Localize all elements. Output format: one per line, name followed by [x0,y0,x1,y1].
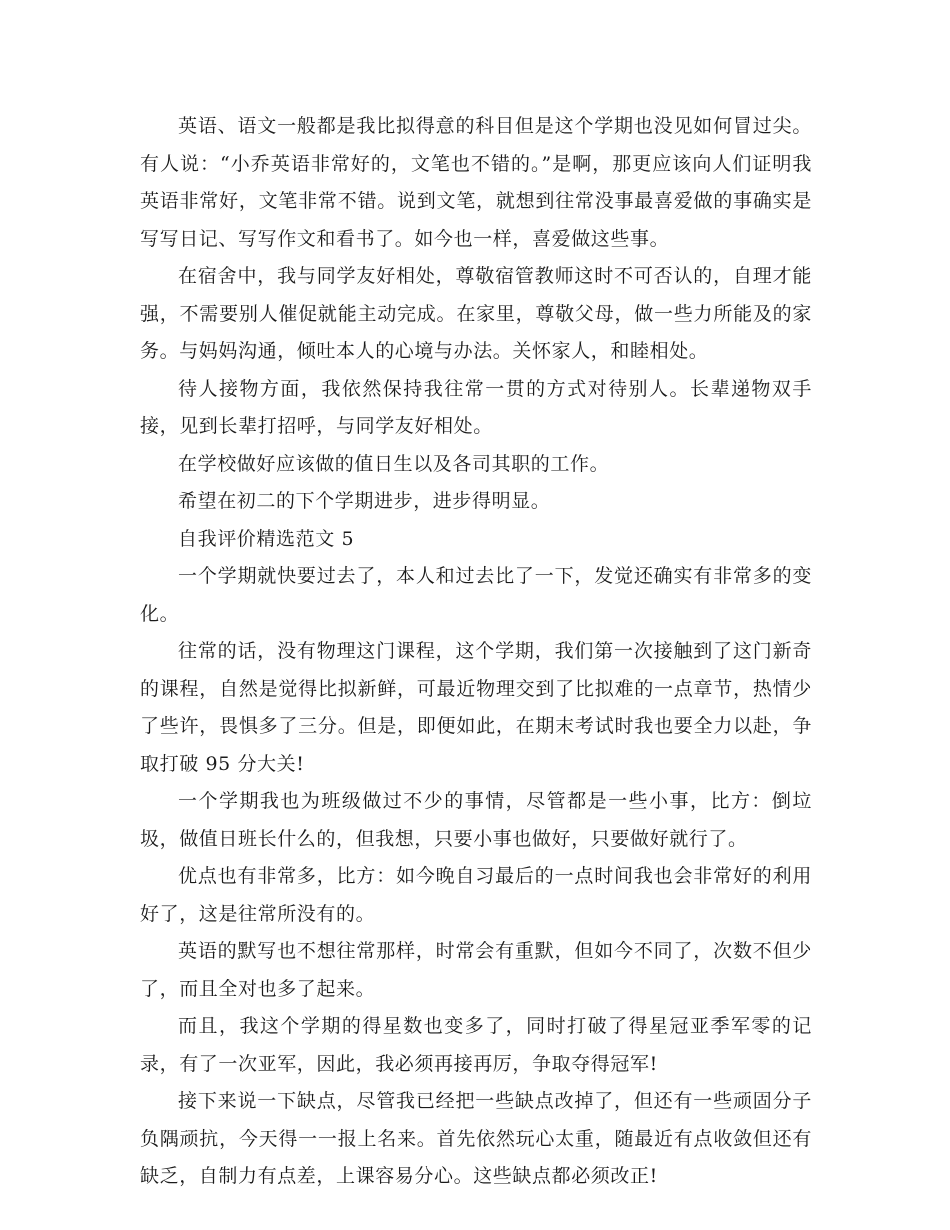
paragraph: 优点也有非常多，比方：如今晚自习最后的一点时间我也会非常好的利用好了，这是往常所没有的。 [140,865,812,925]
paragraph: 英语的默写也不想往常那样，时常会有重默，但如今不同了，次数不但少了，而且全对也多了起来。 [140,940,812,1000]
paragraph: 希望在初二的下个学期进步，进步得明显。 [178,490,551,512]
section-heading: 自我评价精选范文 5 [178,527,355,550]
paragraph: 一个学期我也为班级做过不少的事情，尽管都是一些小事，比方：倒垃圾，做值日班长什么的，但我想，只要小事也做好，只要做好就行了。 [140,790,812,850]
paragraph: 往常的话，没有物理这门课程，这个学期，我们第一次接触到了这门新奇的课程，自然是觉得比拟新鲜，可最近物理交到了比拟难的一点章节，热情少了些许，畏惧多了三分。但是，即便如此，在期末考试时我也要全力以赴，争取打破 95 分大关! [140,640,812,775]
paragraph: 在学校做好应该做的值日生以及各司其职的工作。 [178,452,610,475]
paragraph: 在宿舍中，我与同学友好相处，尊敬宿管教师这时不可否认的，自理才能强，不需要别人催促就能主动完成。在家里，尊敬父母，做一些力所能及的家务。与妈妈沟通，倾吐本人的心境与办法。关怀家人，和睦相处。 [140,265,812,362]
paragraph: 而且，我这个学期的得星数也变多了，同时打破了得星冠亚季军零的记录，有了一次亚军，因此，我必须再接再厉，争取夺得冠军! [140,1015,812,1075]
paragraph: 待人接物方面，我依然保持我往常一贯的方式对待别人。长辈递物双手接，见到长辈打招呼，与同学友好相处。 [140,377,812,437]
paragraph: 英语、语文一般都是我比拟得意的科目但是这个学期也没见如何冒过尖。有人说：“小乔英语非常好的，文笔也不错的。”是啊，那更应该向人们证明我英语非常好，文笔非常不错。说到文笔，就想到往常没事最喜爱做的事确实是写写日记、写写作文和看书了。如今也一样，喜爱做这些事。 [140,115,812,250]
document-body [140,108,812,1196]
paragraph: 一个学期就快要过去了，本人和过去比了一下，发觉还确实有非常多的变化。 [140,565,812,625]
paragraph: 接下来说一下缺点，尽管我已经把一些缺点改掉了，但还有一些顽固分子负隅顽抗，今天得一一报上名来。首先依然玩心太重，随最近有点收敛但还有缺乏，自制力有点差，上课容易分心。这些缺点都必须改正! [140,1090,812,1187]
